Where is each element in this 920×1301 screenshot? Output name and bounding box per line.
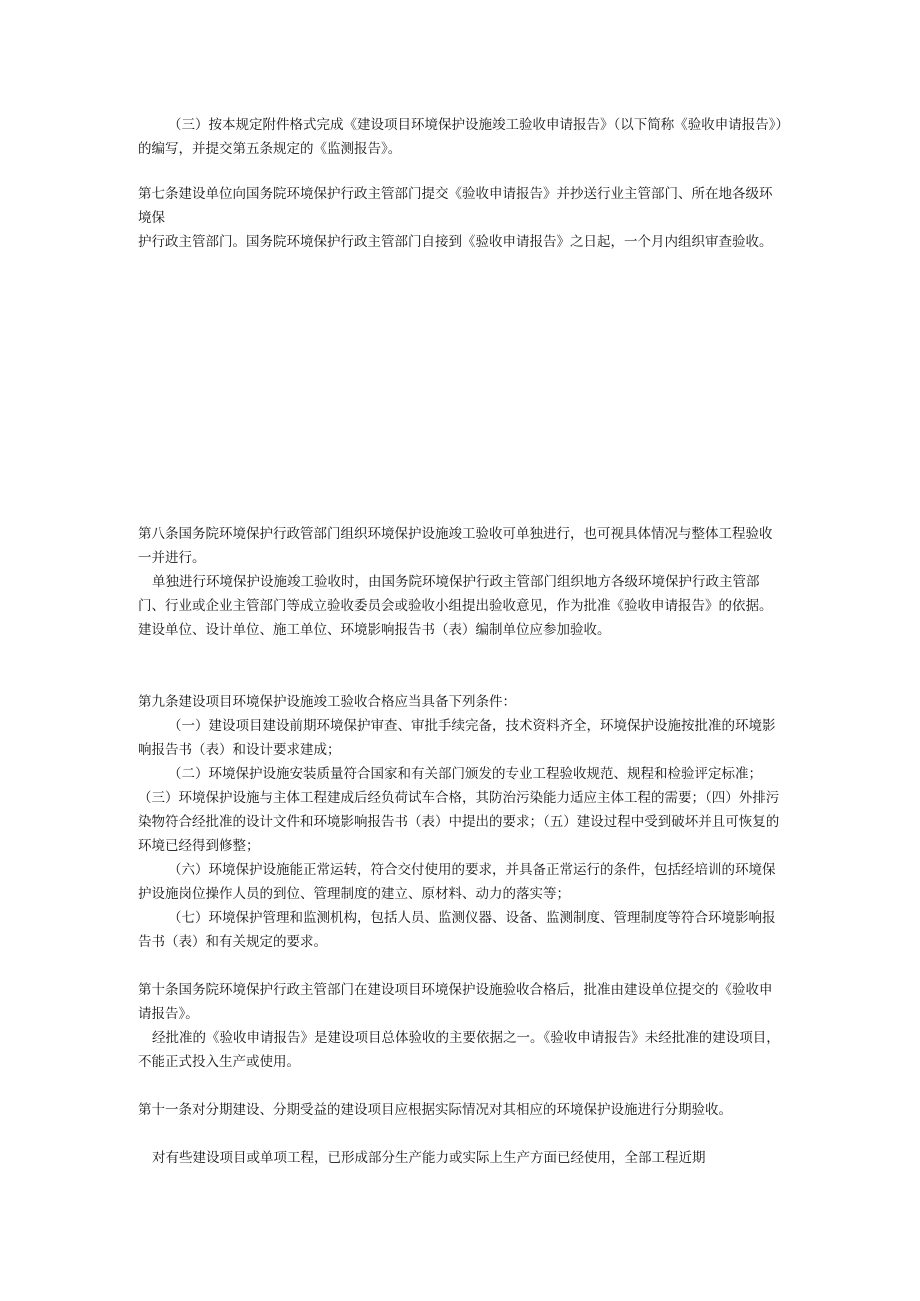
- article-8: 第八条国务院环境保护行政管部门组织环境保护设施竣工验收可单独进行，也可视具体情况与整体工程验收一并进行。: [138, 526, 773, 566]
- article-11-detail: 对有些建设项目或单项工程，已形成部分生产能力或实际上生产方面已经使用，全部工程近期: [152, 1150, 706, 1166]
- paragraph-item-3: （三）按本规定附件格式完成《建设项目环境保护设施竣工验收申请报告》（以下简称《验收申请报告》）的编写，并提交第五条规定的《监测报告》。: [138, 117, 783, 157]
- article-7: 第七条建设单位向国务院环境保护行政主管部门提交《验收申请报告》并抄送行业主管部门、所在地各级环境保 护行政主管部门。国务院环境保护行政主管部门自接到《验收申请报告》之日起，一个月内组织审查验收。: [138, 186, 773, 250]
- condition-2-5: （二）环境保护设施安装质量符合国家和有关部门颁发的专业工程验收规范、规程和检验评定标准；（三）环境保护设施与主体工程建成后经负荷试车合格，其防治污染能力适应主体工程的需要；（四）外排污染物符合经批准的设计文件和环境影响报告书（表）中提出的要求；（五）建设过程中受到破坏并且可恢复的环境已经得到修整；: [138, 766, 780, 854]
- article-9: 第九条建设项目环境保护设施竣工验收合格应当具备下列条件：: [138, 694, 516, 710]
- condition-6: （六）环境保护设施能正常运转，符合交付使用的要求，并具备正常运行的条件，包括经培训的环境保护设施岗位操作人员的到位、管理制度的建立、原材料、动力的落实等；: [138, 862, 776, 902]
- article-10-detail: 经批准的《验收申请报告》是建设项目总体验收的主要依据之一。《验收申请报告》未经批准的建设项目，不能正式投入生产或使用。: [138, 1030, 780, 1070]
- condition-1: （一）建设项目建设前期环境保护审查、审批手续完备，技术资料齐全，环境保护设施按批准的环境影响报告书（表）和设计要求建成；: [138, 718, 776, 758]
- article-8-detail: 单独进行环境保护设施竣工验收时，由国务院环境保护行政主管部门组织地方各级环境保护行政主管部门、行业或企业主管部门等成立验收委员会或验收小组提出验收意见，作为批准《验收申请报告》的依据。建设单位、设计单位、施工单位、环境影响报告书（表）编制单位应参加验收。: [138, 574, 773, 638]
- article-11: 第十一条对分期建设、分期受益的建设项目应根据实际情况对其相应的环境保护设施进行分期验收。: [138, 1102, 732, 1118]
- article-10: 第十条国务院环境保护行政主管部门在建设项目环境保护设施验收合格后，批准由建设单位提交的《验收申请报告》。: [138, 982, 773, 1022]
- condition-7: （七）环境保护管理和监测机构，包括人员、监测仪器、设备、监测制度、管理制度等符合环境影响报告书（表）和有关规定的要求。: [138, 910, 776, 950]
